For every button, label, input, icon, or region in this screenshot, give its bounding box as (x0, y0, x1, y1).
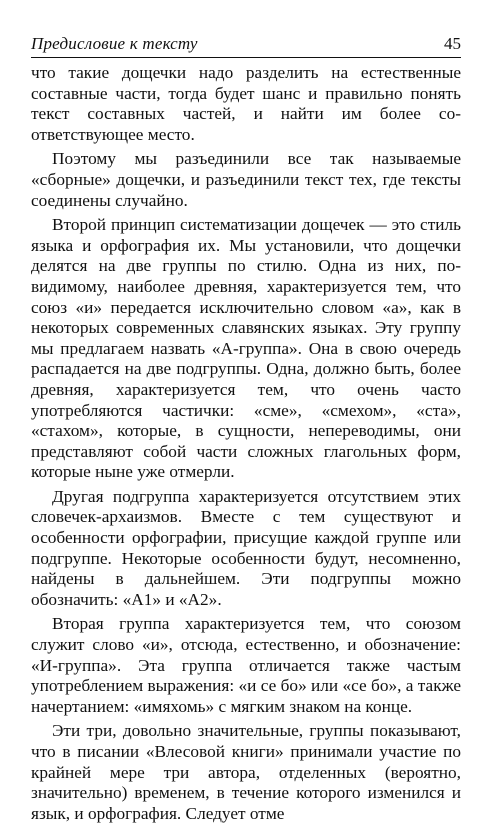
running-header (31, 33, 461, 58)
paragraph-3: Второй принцип систематизации дощечек — это стиль языка и орфография их. Мы установили, что дощечки делятся на две группы по стилю. Одна из них, по-видимому, наиболее древняя, характеризуется тем, что союз «и» передается исключительно словом «а», как в некоторых современных славянских языках. Эту группу мы предлагаем назвать «А-группа». Она в свою очередь распадается на две подгруппы. Одна, должно быть, более древняя, характеризуется тем, что очень часто употребляются частички: «сме», «смехом», «ста», «стахом», которые, в сущности, непереводимы, они представляют собой части сложных глагольных форм, которые ныне уже отмерли. (31, 215, 461, 482)
body-text (31, 63, 461, 824)
running-title: Предисловие к тексту (31, 34, 198, 53)
paragraph-5: Вторая группа характеризуется тем, что союзом служит слово «и», отсюда, естественно, и обозначение: «И-группа». Эта группа отличается также частым употреблением выражения: «и се бо» или «се бо», а также начертанием: «имяхомь» с мягким знаком на конце. (31, 614, 461, 716)
paragraph-2: Поэтому мы разъединили все так называемые «сборные» дощечки, и разъединили текст тех, где тексты соединены случайно. (31, 149, 461, 210)
page-number: 45 (444, 34, 461, 53)
paragraph-1: что такие дощечки надо разделить на естественные составные части, тогда будет шанс и правильно понять текст составных частей, и найти им более соответствующее место. (31, 63, 461, 144)
paragraph-4: Другая подгруппа характеризуется отсутствием этих словечек-архаизмов. Вместе с тем существуют и особенности орфографии, присущие каждой группе или подгруппе. Некоторые особенности будут, несомненно, найдены в дальнейшем. Эти подгруппы можно обозначить: «А1» и «А2». (31, 486, 461, 609)
paragraph-6: Эти три, довольно значительные, группы показывают, что в писании «Влесовой книги» принимали участие по крайней мере три автора, отделенных (вероятно, значительно) временем, в течение которого изменился и язык, и орфография. Следует отме (31, 721, 461, 823)
book-page (31, 33, 461, 823)
